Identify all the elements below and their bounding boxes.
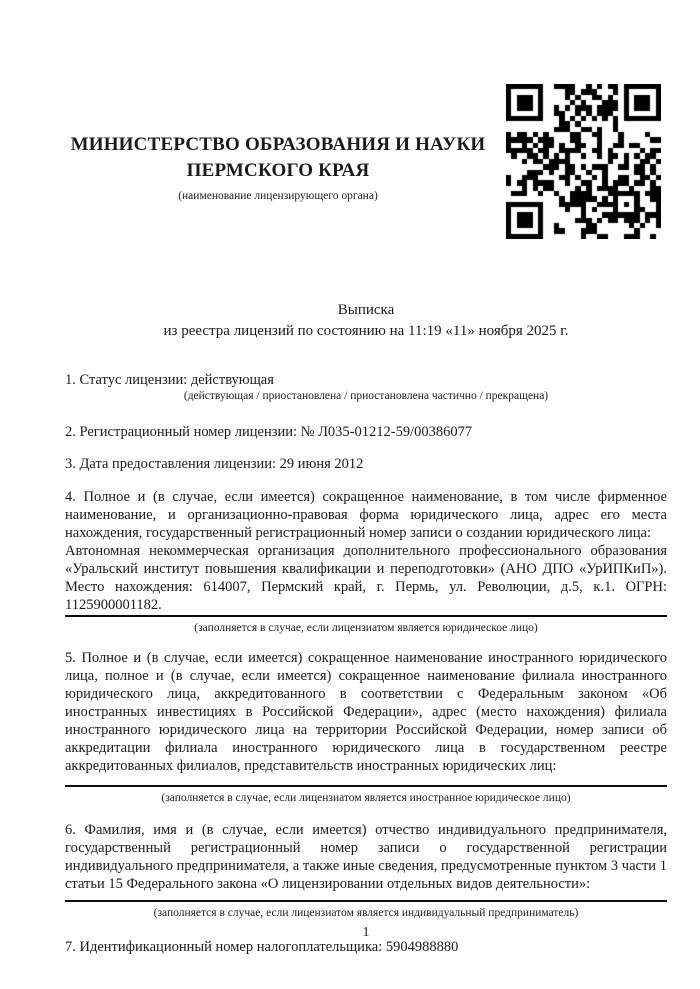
grant-date-line: 3. Дата предоставления лицензии: 29 июня 2012 xyxy=(65,456,364,472)
foreign-entity-question: 5. Полное и (в случае, если имеется) сокращенное наименование иностранного юридического лица, полное и (в случае, если имеется) сокращенное наименование филиала иностранного юридического лица, аккредитованного в соответствии с Федеральным законом «Об иностранных инвестициях в Российской Федерации», адрес (место нахождения) филиала иностранного юридического лица на территории Российской Федерации, номер записи об аккредитации филиала иностранного юридического лица в государственном реестре аккредитованных филиалов, представительств иностранных юридических лиц: xyxy=(65,650,667,774)
license-status-line: 1. Статус лицензии: действующая xyxy=(65,372,274,388)
ministry-name-line2: ПЕРМСКОГО КРАЯ xyxy=(186,160,370,181)
form-line-foreign-entity xyxy=(65,785,667,787)
form-line-individual xyxy=(65,900,667,902)
legal-entity-answer: Автономная некоммерческая организация дополнительного профессионального образования «Уральский институт повышения квалификации и переподготовки» (АНО ДПО «УрИПКиП»). Место нахождения: 614007, Пермский край, г. Пермь, ул. Революции, д.5, к.1. ОГРН: 1125900001182. xyxy=(65,543,667,613)
form-line-legal-entity xyxy=(65,615,667,617)
ministry-name-line1: МИНИСТЕРСТВО ОБРАЗОВАНИЯ И НАУКИ xyxy=(70,134,486,155)
foreign-entity-caption: (заполняется в случае, если лицензиатом является иностранное юридическое лицо) xyxy=(161,792,571,804)
document-subtitle: из реестра лицензий по состоянию на 11:19 «11» ноября 2025 г. xyxy=(163,323,569,339)
ministry-header xyxy=(64,132,492,203)
page-number: 1 xyxy=(362,925,370,940)
status-options-caption: (действующая / приостановлена / приостановлена частично / прекращена) xyxy=(183,390,549,402)
inn-line: 7. Идентификационный номер налогоплательщика: 5904988880 xyxy=(65,939,459,955)
legal-entity-question: 4. Полное и (в случае, если имеется) сокращенное наименование, в том числе фирменное наименование, и организационно-правовая форма юридического лица, адрес его места нахождения, государственный регистрационный номер записи о создании юридического лица: xyxy=(65,489,667,541)
legal-entity-caption: (заполняется в случае, если лицензиатом является юридическое лицо) xyxy=(194,622,538,634)
individual-entrepreneur-caption: (заполняется в случае, если лицензиатом является индивидуальный предприниматель) xyxy=(153,907,579,919)
document-body xyxy=(65,364,667,956)
document-title-block xyxy=(65,300,667,342)
registration-number-line: 2. Регистрационный номер лицензии: № Л035-01212-59/00386077 xyxy=(65,424,473,440)
ministry-caption: (наименование лицензирующего органа) xyxy=(178,190,378,202)
document-title: Выписка xyxy=(337,302,395,318)
individual-entrepreneur-question: 6. Фамилия, имя и (в случае, если имеется) отчество индивидуального предпринимателя, государственный регистрационный номер записи о государственной регистрации индивидуального предпринимателя, а также иные сведения, предусмотренные пунктом 3 части 1 статьи 15 Федерального закона «О лицензировании отдельных видов деятельности»: xyxy=(65,822,667,892)
qr-code xyxy=(506,84,661,239)
